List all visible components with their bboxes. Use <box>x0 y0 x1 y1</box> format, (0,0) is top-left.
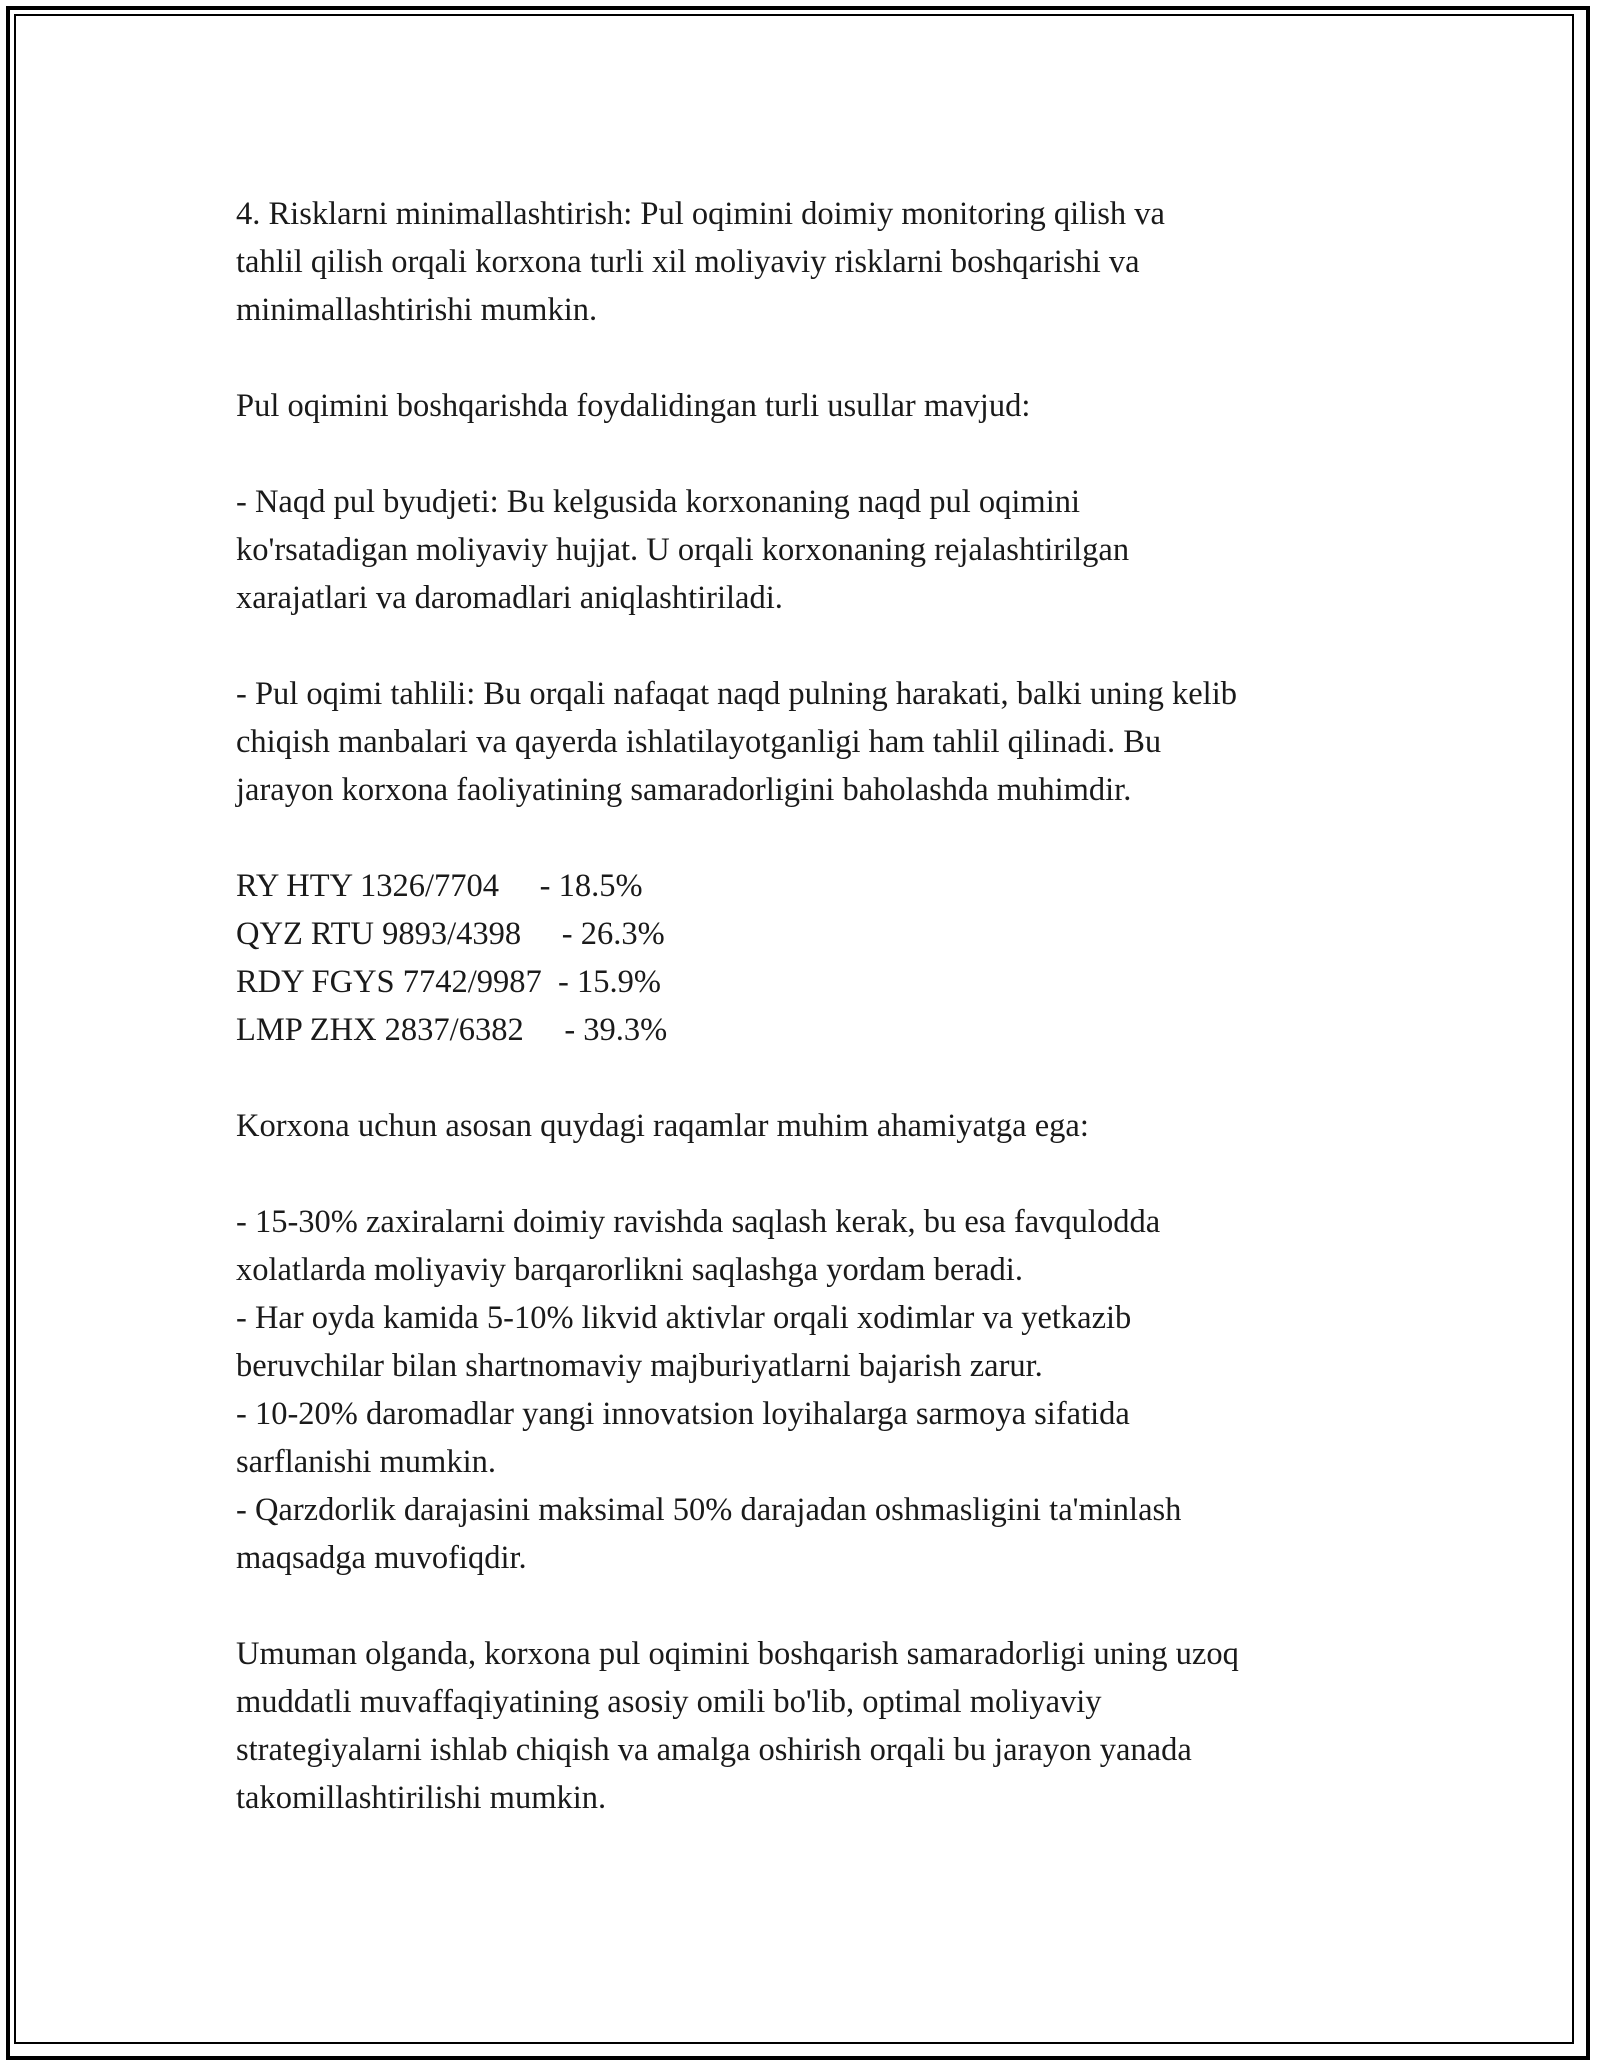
text-line: tahlil qilish orqali korxona turli xil moliyaviy risklarni boshqarishi va <box>236 244 1140 280</box>
ratio-list <box>236 862 1376 1054</box>
ratio-code: RDY FGYS 7742/9987 <box>236 964 542 1000</box>
ratio-gap <box>542 964 558 1000</box>
text-line: takomillashtirilishi mumkin. <box>236 1780 607 1816</box>
text-line: xolatlarda moliyaviy barqarorlikni saqlashga yordam beradi. <box>236 1252 1023 1288</box>
text-line: Korxona uchun asosan quydagi raqamlar muhim ahamiyatga ega: <box>236 1108 1089 1144</box>
paragraph-methods-intro <box>236 382 1376 430</box>
text-line: Umuman olganda, korxona pul oqimini boshqarish samaradorligi uning uzoq <box>236 1636 1239 1672</box>
text-line: - Har oyda kamida 5-10% likvid aktivlar orqali xodimlar va yetkazib <box>236 1300 1132 1336</box>
ratio-row <box>236 1006 1376 1054</box>
paragraph-cash-budget <box>236 478 1376 622</box>
text-line: jarayon korxona faoliyatining samaradorligini baholashda muhimdir. <box>236 772 1132 808</box>
text-line: - Qarzdorlik darajasini maksimal 50% darajadan oshmasligini ta'minlash <box>236 1492 1182 1528</box>
text-line: sarflanishi mumkin. <box>236 1444 496 1480</box>
ratio-gap <box>499 868 540 904</box>
ratio-gap <box>524 1012 565 1048</box>
ratio-value: - 15.9% <box>558 964 661 1000</box>
ratio-row <box>236 862 1376 910</box>
text-line: chiqish manbalari va qayerda ishlatilayotganligi ham tahlil qilinadi. Bu <box>236 724 1162 760</box>
text-line: - Naqd pul byudjeti: Bu kelgusida korxonaning naqd pul oqimini <box>236 484 1081 520</box>
list-item <box>236 1294 1376 1390</box>
text-line: - 15-30% zaxiralarni doimiy ravishda saqlash kerak, bu esa favqulodda <box>236 1204 1161 1240</box>
text-line: strategiyalarni ishlab chiqish va amalga oshirish orqali bu jarayon yanada <box>236 1732 1192 1768</box>
ratio-row <box>236 958 1376 1006</box>
ratio-code: QYZ RTU 9893/4398 <box>236 916 522 952</box>
figures-bullet-list <box>236 1198 1376 1582</box>
ratio-value: - 39.3% <box>564 1012 668 1048</box>
text-line: 4. Risklarni minimallashtirish: Pul oqimini doimiy monitoring qilish va <box>236 196 1165 232</box>
text-line: xarajatlari va daromadlari aniqlashtiriladi. <box>236 580 783 616</box>
text-line: Pul oqimini boshqarishda foydalidingan turli usullar mavjud: <box>236 388 1031 424</box>
list-item <box>236 1390 1376 1486</box>
text-line: maqsadga muvofiqdir. <box>236 1540 527 1576</box>
paragraph-figures-intro <box>236 1102 1376 1150</box>
paragraph-risk-minimization <box>236 190 1376 334</box>
paragraph-conclusion <box>236 1630 1376 1822</box>
text-line: ko'rsatadigan moliyaviy hujjat. U orqali korxonaning rejalashtirilgan <box>236 532 1130 568</box>
text-line: beruvchilar bilan shartnomaviy majburiyatlarni bajarish zarur. <box>236 1348 1043 1384</box>
list-item <box>236 1486 1376 1582</box>
ratio-code: RY HTY 1326/7704 <box>236 868 500 904</box>
ratio-row <box>236 910 1376 958</box>
ratio-code: LMP ZHX 2837/6382 <box>236 1012 524 1048</box>
text-line: muddatli muvaffaqiyatining asosiy omili bo'lib, optimal moliyaviy <box>236 1684 1102 1720</box>
text-line: - 10-20% daromadlar yangi innovatsion loyihalarga sarmoya sifatida <box>236 1396 1130 1432</box>
list-item <box>236 1198 1376 1294</box>
document-body <box>236 190 1376 1870</box>
text-line: minimallashtirishi mumkin. <box>236 292 598 328</box>
ratio-value: - 26.3% <box>561 916 665 952</box>
ratio-value: - 18.5% <box>539 868 643 904</box>
text-line: - Pul oqimi tahlili: Bu orqali nafaqat naqd pulning harakati, balki uning kelib <box>236 676 1237 712</box>
paragraph-cash-flow-analysis <box>236 670 1376 814</box>
ratio-gap <box>521 916 562 952</box>
